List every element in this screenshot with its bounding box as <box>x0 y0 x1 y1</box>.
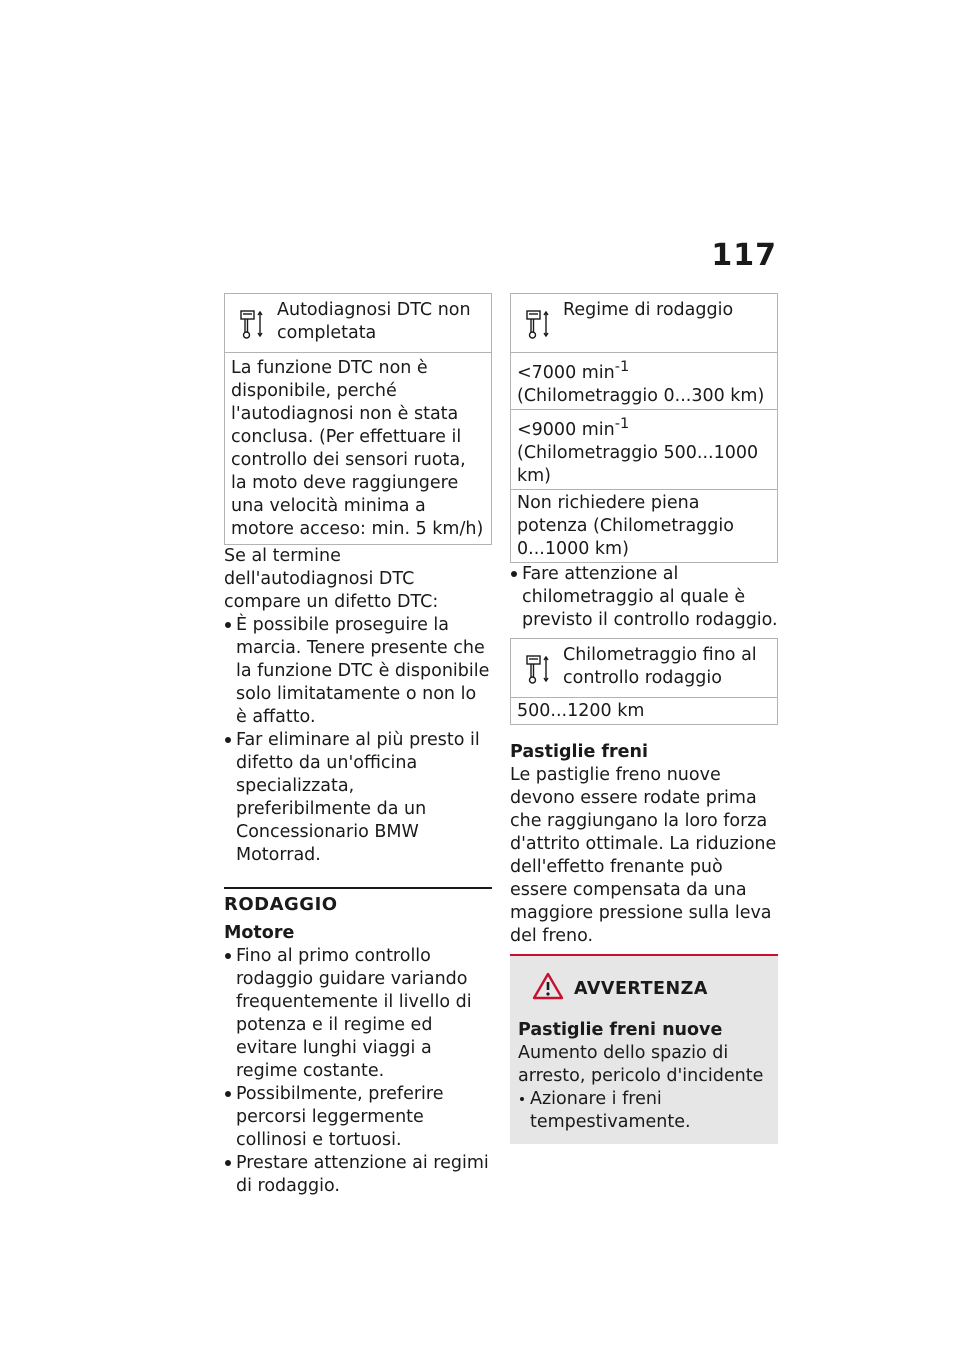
warning-text: Aumento dello spazio di arresto, pericolo d'incidente <box>518 1042 764 1086</box>
section-title-rodaggio: RODAGGIO <box>224 887 492 916</box>
piston-icon <box>239 309 269 346</box>
list-item: Azionare i freni tempestivamente. <box>518 1088 768 1134</box>
warning-bullet-list <box>518 1088 768 1134</box>
regime-row: Non richiedere piena potenza (Chilometraggio 0...1000 km) <box>517 492 734 559</box>
regime-row <box>511 410 777 490</box>
regime-range: (Chilometraggio 0...300 km) <box>517 385 765 406</box>
regime-value: <9000 min <box>517 419 615 440</box>
regime-unit-exponent: -1 <box>614 414 630 432</box>
break-in-regime-box <box>510 293 778 563</box>
warning-triangle-icon <box>532 972 564 1007</box>
warning-header <box>518 972 768 1007</box>
mileage-bullet-list <box>510 563 778 632</box>
regime-row <box>511 353 777 410</box>
regime-range: (Chilometraggio 500...1000 km) <box>517 442 759 486</box>
sub-title-motore: Motore <box>224 923 295 943</box>
dtc-box-body: La funzione DTC non è disponibile, perché l'autodiagnosi non è stata conclusa. (Per effettuare il controllo dei sensori ruota, la moto deve raggiungere una velocità minima a motore acceso: min. 5 km/h) <box>231 358 484 539</box>
warning-title: AVVERTENZA <box>574 978 708 999</box>
dtc-box-title: Autodiagnosi DTC non completata <box>277 300 471 343</box>
left-column <box>224 293 492 1198</box>
warning-subtitle: Pastiglie freni nuove <box>518 1019 723 1040</box>
piston-icon <box>525 654 555 691</box>
right-column <box>510 293 778 1144</box>
mileage-row: 500...1200 km <box>517 700 645 721</box>
list-item: Far eliminare al più presto il difetto da un'officina specializzata, preferibilmente da un Concessionario BMW Motorrad. <box>224 729 492 867</box>
list-item: Fare attenzione al chilometraggio al quale è previsto il controllo rodaggio. <box>510 563 778 632</box>
dtc-bullet-list <box>224 614 492 867</box>
mileage-check-box <box>510 638 778 725</box>
brake-pads-title: Pastiglie freni <box>510 741 649 762</box>
mileage-box-title: Chilometraggio fino al controllo rodaggio <box>563 644 757 688</box>
regime-box-header <box>511 294 777 353</box>
warning-box <box>510 954 778 1144</box>
regime-value: <7000 min <box>517 362 615 383</box>
list-item: Fino al primo controllo rodaggio guidare variando frequentemente il livello di potenza e il regime ed evitare lunghi viaggi a regime costante. <box>224 945 492 1083</box>
dtc-info-box <box>224 293 492 545</box>
mileage-box-header <box>511 639 777 698</box>
brake-pads-text: Le pastiglie freno nuove devono essere rodate prima che raggiungano la loro forza d'attrito ottimale. La riduzione dell'effetto frenante può essere compensata da una maggiore pressione sulla leva del freno. <box>510 764 777 946</box>
list-item: Prestare attenzione ai regimi di rodaggio. <box>224 1152 492 1198</box>
regime-unit-exponent: -1 <box>614 358 630 375</box>
list-item: Possibilmente, preferire percorsi leggermente collinosi e tortuosi. <box>224 1083 492 1152</box>
page-number: 117 <box>711 238 777 273</box>
list-item: È possibile proseguire la marcia. Tenere presente che la funzione DTC è disponibile solo limitatamente o non lo è affatto. <box>224 614 492 729</box>
dtc-box-header <box>225 294 491 353</box>
dtc-intro-text: Se al termine dell'autodiagnosi DTC compare un difetto DTC: <box>224 546 439 612</box>
engine-bullet-list <box>224 945 492 1198</box>
regime-box-title: Regime di rodaggio <box>563 300 734 320</box>
piston-icon <box>525 309 555 346</box>
